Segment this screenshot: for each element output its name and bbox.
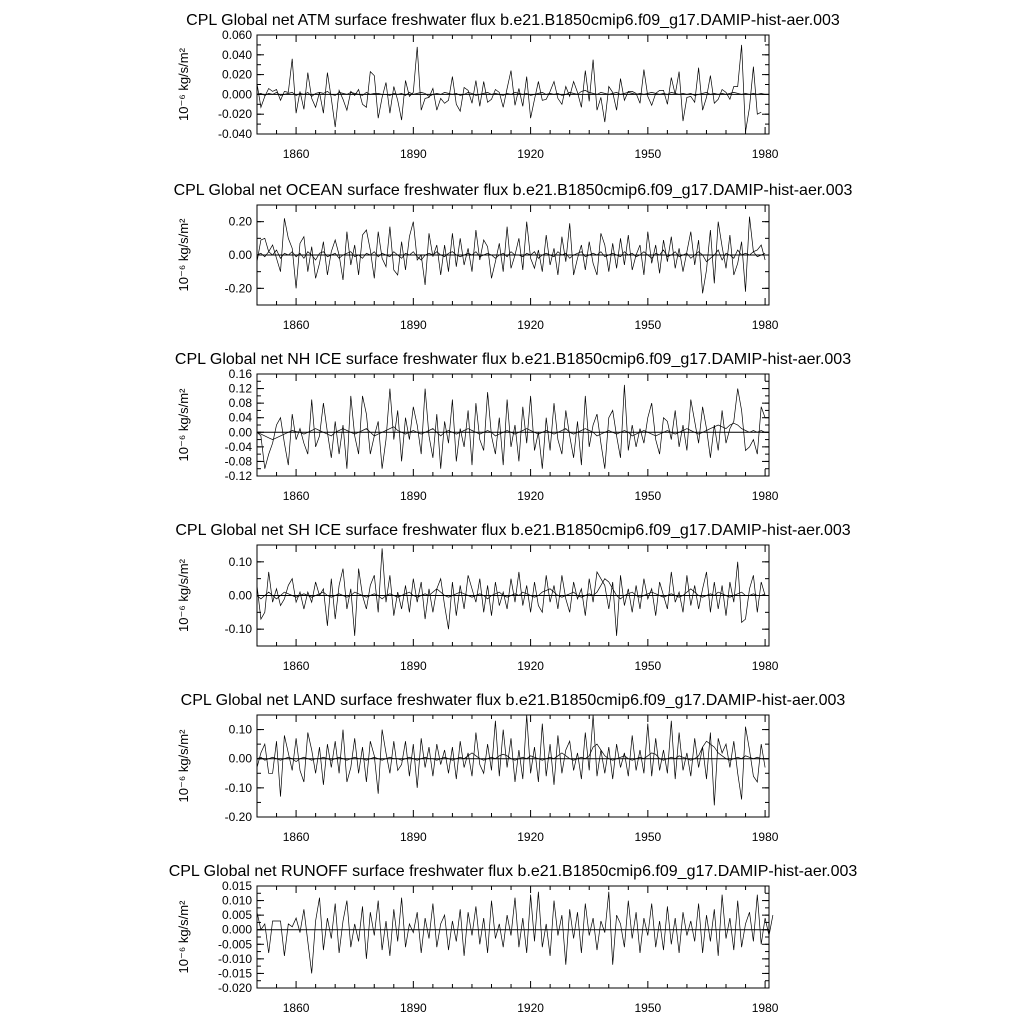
y-tick-label: 0.08 [228, 396, 252, 411]
y-tick-label: 0.00 [228, 588, 252, 603]
x-tick-label: 1860 [282, 147, 310, 161]
x-tick-label: 1860 [282, 659, 310, 673]
y-tick-label: -0.040 [217, 127, 252, 141]
y-tick-label: 0.12 [228, 381, 252, 396]
y-tick-label: -0.005 [217, 937, 252, 952]
y-tick-label: -0.08 [224, 454, 252, 469]
plot-frame [257, 374, 769, 476]
y-tick-label: 0.060 [221, 28, 252, 42]
x-tick-label: 1890 [399, 489, 427, 503]
chart-panel-2 [174, 182, 853, 332]
y-tick-label: -0.020 [217, 981, 252, 995]
x-tick-label: 1950 [634, 1001, 662, 1015]
x-tick-label: 1920 [517, 147, 544, 161]
y-axis-label: 10⁻⁶ kg/s/m² [176, 729, 191, 803]
chart-title: CPL Global net OCEAN surface freshwater flux b.e21.B1850cmip6.f09_g17.DAMIP-hist-aer.003 [173, 182, 853, 199]
y-tick-label: 0.10 [228, 554, 252, 569]
chart-title: CPL Global net SH ICE surface freshwater flux b.e21.B1850cmip6.f09_g17.DAMIP-hist-aer.003 [175, 522, 851, 539]
y-tick-label: -0.10 [224, 622, 252, 637]
y-tick-label: 0.005 [221, 908, 252, 923]
x-tick-label: 1950 [634, 659, 662, 673]
x-tick-label: 1980 [751, 147, 779, 161]
y-tick-label: 0.00 [228, 751, 252, 766]
x-tick-label: 1920 [517, 659, 544, 673]
y-axis-label: 10⁻⁶ kg/s/m² [176, 388, 191, 462]
y-tick-label: 0.10 [228, 722, 252, 737]
x-tick-label: 1920 [517, 830, 544, 844]
x-tick-label: 1890 [399, 318, 427, 332]
y-tick-label: -0.010 [217, 951, 252, 966]
y-tick-label: 0.000 [221, 87, 252, 102]
x-tick-label: 1950 [634, 147, 662, 161]
y-tick-label: -0.20 [224, 281, 252, 296]
y-tick-label: -0.20 [224, 810, 252, 824]
y-tick-label: 0.000 [221, 922, 252, 937]
x-tick-label: 1980 [751, 830, 779, 844]
chart-panel-5 [176, 692, 845, 844]
series-line-2 [257, 90, 765, 96]
x-tick-label: 1890 [399, 659, 427, 673]
chart-panel-4 [175, 522, 850, 673]
y-tick-label: -0.04 [224, 439, 252, 454]
series-line-1 [257, 715, 765, 805]
chart-panel-1 [176, 12, 840, 161]
series-line-1 [257, 45, 761, 132]
x-tick-label: 1860 [282, 830, 310, 844]
series-line-1 [257, 385, 765, 469]
y-tick-label: -0.10 [224, 780, 252, 795]
y-axis-label: 10⁻⁶ kg/s/m² [176, 48, 191, 121]
chart-panel-6 [169, 863, 858, 1015]
x-tick-label: 1980 [751, 659, 779, 673]
x-tick-label: 1890 [399, 147, 427, 161]
y-tick-label: 0.04 [228, 410, 252, 425]
chart-title: CPL Global net NH ICE surface freshwater flux b.e21.B1850cmip6.f09_g17.DAMIP-hist-aer.003 [174, 351, 852, 368]
y-tick-label: 0.20 [228, 214, 252, 229]
plot-frame [257, 886, 769, 988]
x-tick-label: 1980 [751, 318, 779, 332]
x-tick-label: 1860 [282, 1001, 310, 1015]
y-tick-label: 0.010 [221, 893, 252, 908]
x-tick-label: 1890 [399, 1001, 427, 1015]
chart-title: CPL Global net ATM surface freshwater flux b.e21.B1850cmip6.f09_g17.DAMIP-hist-aer.003 [186, 12, 840, 29]
y-tick-label: 0.16 [228, 367, 252, 381]
x-tick-label: 1980 [751, 1001, 779, 1015]
chart-title: CPL Global net LAND surface freshwater flux b.e21.B1850cmip6.f09_g17.DAMIP-hist-aer.003 [180, 692, 846, 709]
y-tick-label: -0.12 [224, 469, 252, 483]
x-tick-label: 1890 [399, 830, 427, 844]
series-line-2 [257, 250, 765, 262]
series-line-1 [257, 548, 765, 636]
x-tick-label: 1860 [282, 318, 310, 332]
y-tick-label: 0.040 [221, 47, 252, 62]
y-tick-label: -0.020 [217, 107, 252, 122]
y-tick-label: -0.015 [217, 966, 252, 981]
y-tick-label: 0.015 [221, 879, 252, 893]
y-axis-label: 10⁻⁶ kg/s/m² [176, 559, 191, 632]
y-tick-label: 0.020 [221, 67, 252, 82]
chart-title: CPL Global net RUNOFF surface freshwater flux b.e21.B1850cmip6.f09_g17.DAMIP-hist-aer.003 [168, 863, 858, 880]
series-line-1 [257, 892, 773, 974]
chart-panel-3 [175, 351, 851, 503]
x-tick-label: 1920 [517, 318, 544, 332]
x-tick-label: 1980 [751, 489, 779, 503]
x-tick-label: 1860 [282, 489, 310, 503]
x-tick-label: 1950 [634, 318, 662, 332]
x-tick-label: 1950 [634, 489, 662, 503]
x-tick-label: 1920 [517, 489, 544, 503]
y-tick-label: 0.00 [228, 248, 252, 262]
y-axis-label: 10⁻⁶ kg/s/m² [176, 900, 191, 974]
x-tick-label: 1920 [517, 1001, 544, 1015]
y-tick-label: 0.00 [228, 425, 252, 440]
y-axis-label: 10⁻⁶ kg/s/m² [176, 218, 191, 292]
x-tick-label: 1950 [634, 830, 662, 844]
